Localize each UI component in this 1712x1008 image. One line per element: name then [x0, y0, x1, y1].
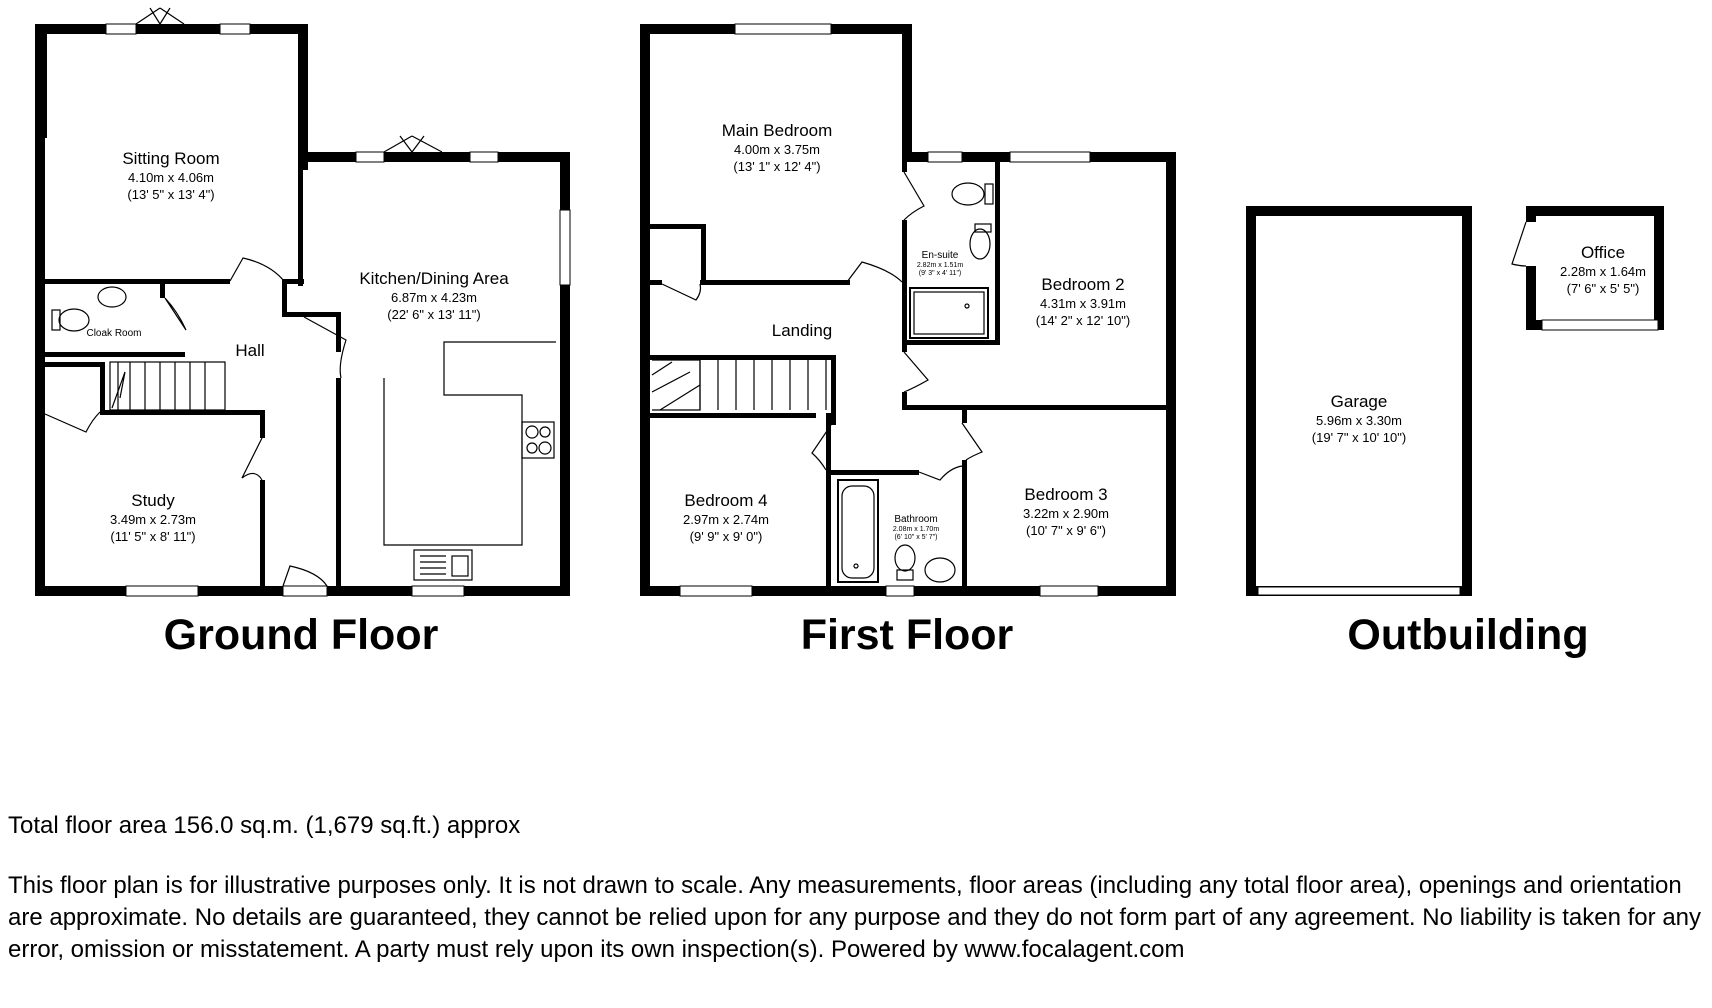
- room-metric-bedroom-2: 4.31m x 3.91m: [1040, 296, 1126, 311]
- room-name-office: Office: [1580, 243, 1626, 262]
- floor-title-first: First Floor: [800, 611, 1014, 659]
- room-imperial-bathroom: (6' 10" x 5' 7"): [894, 534, 938, 541]
- floor-titles: [164, 611, 1589, 659]
- room-imperial-kitchen-dining: (22' 6" x 13' 11"): [387, 307, 481, 322]
- room-imperial-bedroom-4: (9' 9" x 9' 0"): [689, 529, 763, 544]
- room-name-ensuite: En-suite: [921, 250, 959, 261]
- room-imperial-sitting-room: (13' 5" x 13' 4"): [127, 187, 215, 202]
- room-name-main-bedroom: Main Bedroom: [721, 121, 833, 140]
- room-name-garage: Garage: [1330, 392, 1388, 411]
- room-metric-ensuite: 2.82m x 1.51m: [916, 262, 964, 269]
- floor-title-outbuilding: Outbuilding: [1347, 611, 1589, 659]
- room-name-landing: Landing: [771, 321, 833, 340]
- garage-door: [1258, 587, 1460, 595]
- room-name-bedroom-4: Bedroom 4: [684, 491, 768, 510]
- room-name-sitting-room: Sitting Room: [122, 149, 220, 168]
- room-metric-kitchen-dining: 6.87m x 4.23m: [391, 290, 477, 305]
- room-name-cloak-room: Cloak Room: [86, 328, 142, 339]
- room-metric-bathroom: 2.08m x 1.70m: [892, 526, 940, 533]
- first-floor-stairs: [652, 360, 826, 410]
- room-name-study: Study: [131, 491, 175, 510]
- room-metric-main-bedroom: 4.00m x 3.75m: [734, 142, 820, 157]
- ground-floor-plan: [35, 8, 570, 596]
- ground-floor-walls: [35, 24, 570, 596]
- room-name-bedroom-3: Bedroom 3: [1024, 485, 1108, 504]
- office-door-swing: [1512, 222, 1526, 266]
- office-door-gap: [1526, 222, 1536, 266]
- room-metric-study: 3.49m x 2.73m: [110, 512, 196, 527]
- room-imperial-garage: (19' 7" x 10' 10"): [1311, 430, 1407, 445]
- room-metric-bedroom-3: 3.22m x 2.90m: [1023, 506, 1109, 521]
- room-name-hall: Hall: [235, 341, 265, 360]
- room-imperial-office: (7' 6" x 5' 5"): [1566, 281, 1640, 296]
- kitchen-units: [384, 342, 556, 580]
- ground-floor-stairs: [110, 362, 225, 410]
- floor-title-ground: Ground Floor: [163, 611, 439, 659]
- room-metric-sitting-room: 4.10m x 4.06m: [128, 170, 214, 185]
- total-floor-area: Total floor area 156.0 sq.m. (1,679 sq.ft.) approx: [8, 812, 521, 839]
- room-metric-bedroom-4: 2.97m x 2.74m: [683, 512, 769, 527]
- disclaimer-text: This floor plan is for illustrative purposes only. It is not drawn to scale. Any measurements, floor areas (including any total floor area), openings and orientation are approximate. No details are guaranteed, they cannot be relied upon for any purpose and they do not form part of any agreement. No liability is taken for any error, omission or misstatement. A party must rely upon its own inspection(s). Powered by www.focalagent.com: [8, 872, 1702, 963]
- room-name-bedroom-2: Bedroom 2: [1041, 275, 1125, 294]
- room-metric-garage: 5.96m x 3.30m: [1316, 413, 1402, 428]
- office-window: [1542, 320, 1658, 330]
- cloak-room-fixtures: [52, 287, 126, 331]
- room-imperial-bedroom-3: (10' 7" x 9' 6"): [1026, 523, 1106, 538]
- room-metric-office: 2.28m x 1.64m: [1560, 264, 1646, 279]
- room-name-bathroom: Bathroom: [894, 514, 938, 525]
- room-imperial-study: (11' 5" x 8' 11"): [110, 529, 196, 544]
- room-imperial-ensuite: (9' 3" x 4' 11"): [918, 270, 962, 277]
- room-imperial-main-bedroom: (13' 1" x 12' 4"): [733, 159, 821, 174]
- room-name-kitchen-dining: Kitchen/Dining Area: [359, 269, 509, 288]
- room-imperial-bedroom-2: (14' 2" x 12' 10"): [1035, 313, 1131, 328]
